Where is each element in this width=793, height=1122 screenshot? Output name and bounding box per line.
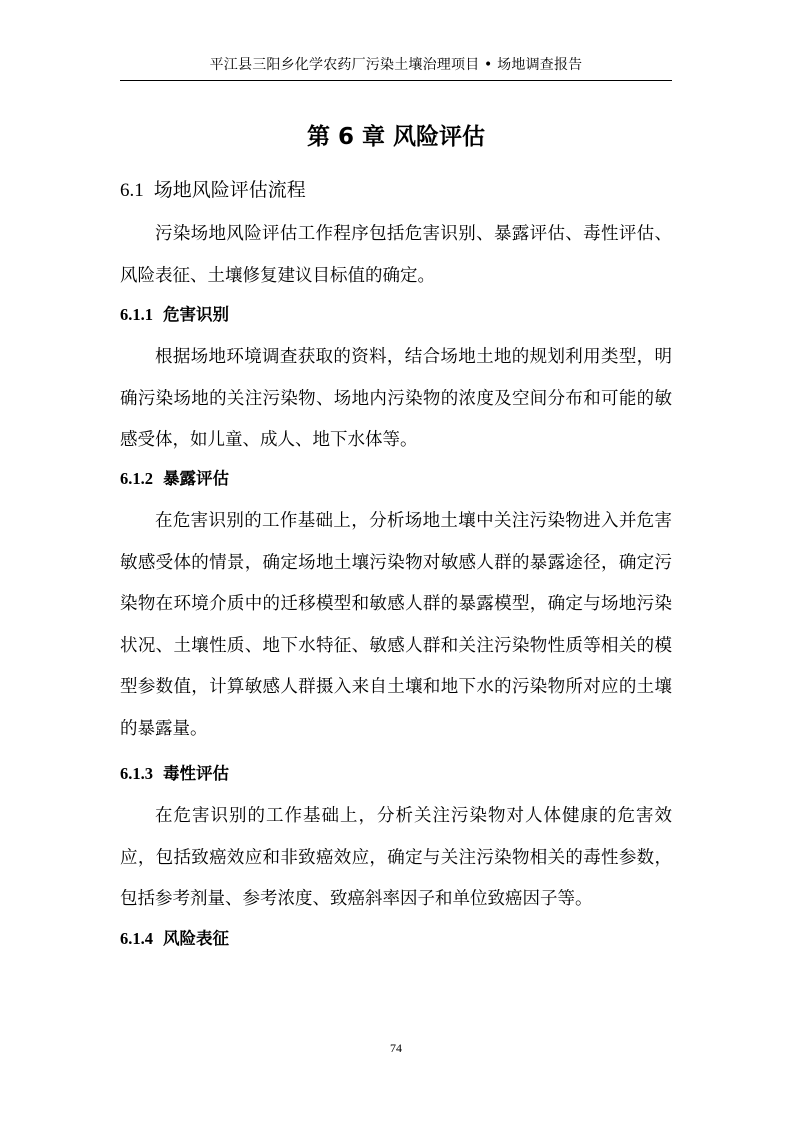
- page-number: 74: [390, 1041, 402, 1055]
- header-rule: [120, 80, 672, 81]
- section-number: 6.1: [120, 180, 144, 201]
- section-title: 暴露评估: [163, 469, 229, 488]
- section-heading-6-1-4: [120, 924, 672, 954]
- section-number: 6.1.4: [120, 929, 153, 948]
- section-title: 危害识别: [163, 305, 229, 324]
- paragraph-6-1-3: 在危害识别的工作基础上，分析关注污染物对人体健康的危害效应，包括致癌效应和非致癌效应，确定与关注污染物相关的毒性参数，包括参考剂量、参考浓度、致癌斜率因子和单位致癌因子等。: [120, 806, 672, 909]
- running-header: 平江县三阳乡化学农药厂污染土壤治理项目 • 场地调查报告: [209, 57, 583, 73]
- section-heading-6-1-1: [120, 300, 672, 330]
- section-title: 风险表征: [163, 929, 229, 948]
- chapter-title: 第 6 章 风险评估: [306, 124, 486, 150]
- section-number: 6.1.2: [120, 469, 153, 488]
- section-number: 6.1.3: [120, 764, 153, 783]
- paragraph-6-1: 污染场地风险评估工作程序包括危害识别、暴露评估、毒性评估、风险表征、土壤修复建议目标值的确定。: [120, 224, 672, 286]
- section-heading-6-1-3: [120, 759, 672, 789]
- paragraph-6-1-2: 在危害识别的工作基础上，分析场地土壤中关注污染物进入并危害敏感受体的情景，确定场地土壤污染物对敏感人群的暴露途径，确定污染物在环境介质中的迁移模型和敏感人群的暴露模型，确定与场地污染状况、土壤性质、地下水特征、敏感人群和关注污染物性质等相关的模型参数值，计算敏感人群摄入来自土壤和地下水的污染物所对应的土壤的暴露量。: [120, 511, 672, 739]
- paragraph-6-1-1: 根据场地环境调查获取的资料，结合场地土地的规划利用类型，明确污染场地的关注污染物、场地内污染物的浓度及空间分布和可能的敏感受体，如儿童、成人、地下水体等。: [120, 347, 672, 450]
- section-heading-6-1-2: [120, 464, 672, 494]
- section-title: 场地风险评估流程: [153, 179, 306, 201]
- section-title: 毒性评估: [163, 764, 229, 783]
- section-number: 6.1.1: [120, 305, 153, 324]
- section-heading-6-1: [120, 174, 672, 207]
